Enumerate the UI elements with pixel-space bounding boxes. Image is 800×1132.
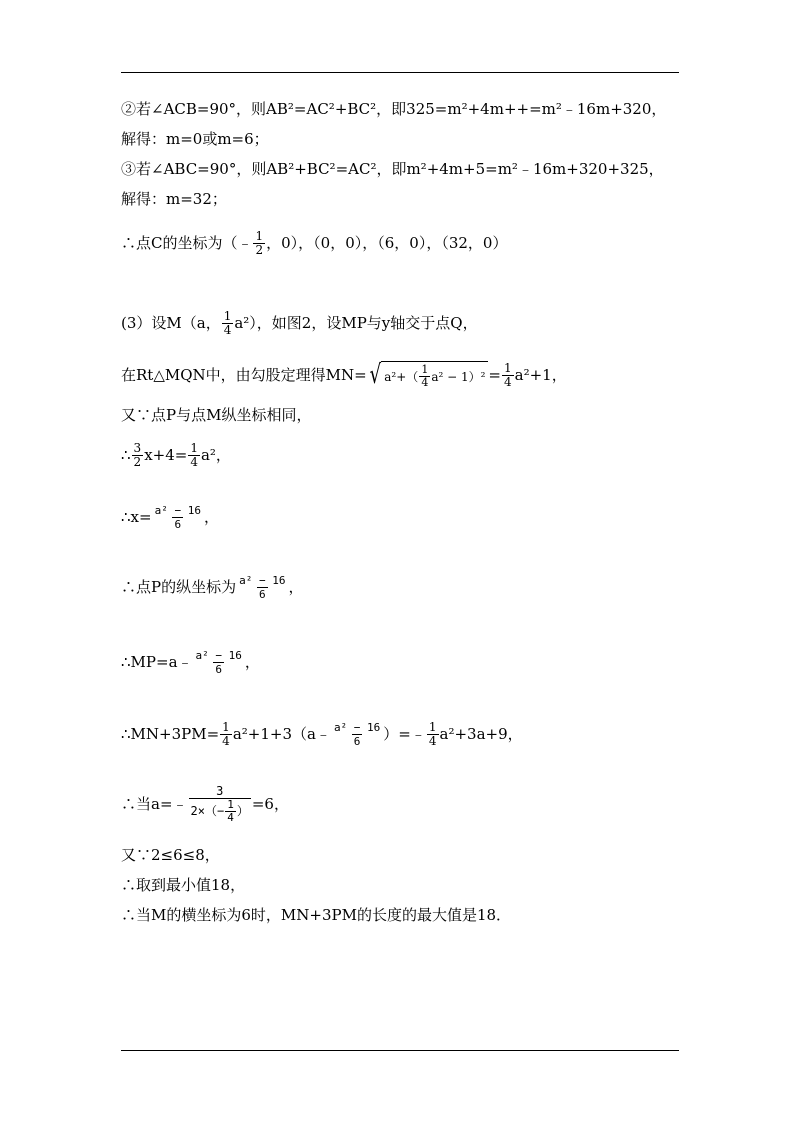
fraction-quarter: $\frac{1}{4}$ [421,363,429,389]
line-4: 解得：m=32； [121,190,227,208]
fraction-pm: $\frac{\text{a² − 16}}{6}$ [333,720,381,748]
line-5: ∴点C的坐标为（﹣ $\frac{1}{2}$ ，0），（0，0），（6，0），（32，0） [121,228,508,257]
line-2: 解得：m=0或m=6； [121,130,269,148]
line-9: ∴ $\frac{3}{2}$ x+4= $\frac{1}{4}$ a²， [121,440,231,469]
fraction-p-ordinate: $\frac{\text{a² − 16}}{6}$ [239,573,286,601]
line-12: ∴MP=a﹣ $\frac{\text{a² − 16}}{6}$ ， [121,648,260,676]
bottom-rule [121,1050,679,1051]
fraction-quarter: $\frac{1}{4}$ [190,440,198,469]
line-14: ∴当a=﹣ 3 2×（− $\frac{1}{4}$ ） =6， [121,783,289,824]
fraction-quarter: $\frac{1}{4}$ [504,360,512,389]
line-8: 又∵点P与点M纵坐标相同， [121,406,312,424]
fraction-three-halves: $\frac{3}{2}$ [133,440,142,469]
line-13: ∴MN+3PM= $\frac{1}{4}$ a²+1+3（a﹣ $\frac{\text{a² − 16}}{6}$ ）=﹣ $\frac{1}{4}$ a²+3a+9， [121,719,523,748]
fraction-quarter: $\frac{1}{4}$ [223,308,232,337]
line-3: ③若∠ABC=90°，则AB²+BC²=AC²，即m²+4m+5=m²﹣16m+320+325， [121,160,664,178]
fraction-mp: $\frac{\text{a² − 16}}{6}$ [195,648,242,676]
line-10: ∴x= $\frac{\text{a² − 16}}{6}$ ， [121,503,219,531]
line-1: ②若∠ACB=90°，则AB²=AC²+BC²，即325=m²+4m++=m²﹣16m+320， [121,100,667,118]
radical-sign: √ [369,360,381,390]
line-6: (3）设M（a， $\frac{1}{4}$ a²），如图2，设MP与y轴交于点Q， [121,308,478,337]
sqrt-expression: √ a²+（ $\frac{1}{4}$ a² − 1）² [367,361,489,389]
fraction-vertex-a: 3 2×（− $\frac{1}{4}$ ） [190,783,249,824]
fraction-x-expression: $\frac{\text{a² − 16}}{6}$ [154,503,201,531]
fraction-quarter: $\frac{1}{4}$ [222,719,230,748]
line-16: ∴取到最小值18， [121,876,246,894]
line-17: ∴当M的横坐标为6时，MN+3PM的长度的最大值是18． [121,906,512,924]
fraction-half: $\frac{1}{2}$ [255,228,264,257]
line-11: ∴点P的纵坐标为 $\frac{\text{a² − 16}}{6}$ ， [121,573,304,601]
line-7: 在Rt△MQN中，由勾股定理得MN= √ a²+（ $\frac{1}{4}$ a² − 1）² = $\frac{1}{4}$ a²+1， [121,360,567,390]
line-15: 又∵2≤6≤8， [121,846,220,864]
fraction-quarter: $\frac{1}{4}$ [428,719,437,748]
top-rule [121,72,679,73]
fraction-quarter: $\frac{1}{4}$ [227,797,234,824]
